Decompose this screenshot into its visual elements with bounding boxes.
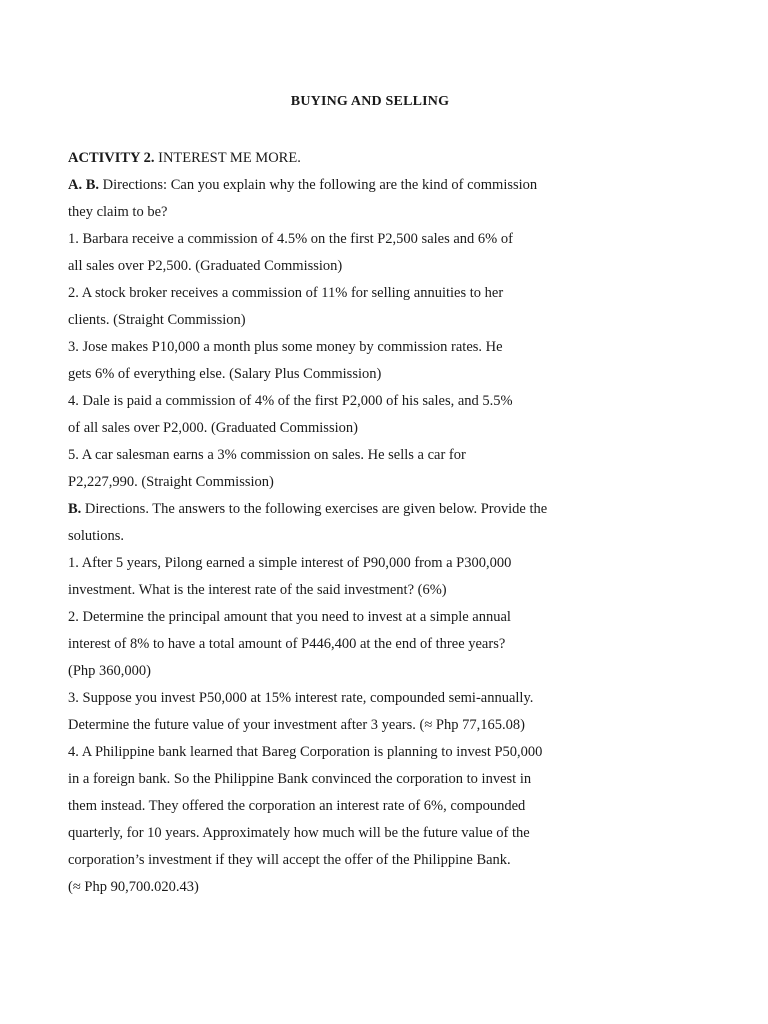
activity-label: ACTIVITY 2. <box>68 150 155 166</box>
section-b-item-4-line4: quarterly, for 10 years. Approximately how much will be the future value of the <box>68 825 530 841</box>
section-a-item-2-line2: clients. (Straight Commission) <box>68 312 246 328</box>
activity-name: INTEREST ME MORE. <box>158 150 301 166</box>
section-b-directions <box>68 496 708 523</box>
section-b-item-1-line2: investment. What is the interest rate of the said investment? (6%) <box>68 582 447 598</box>
section-a-item-5-line2: P2,227,990. (Straight Commission) <box>68 474 274 490</box>
section-b-item-4-line6: (≈ Php 90,700.020.43) <box>68 879 199 895</box>
activity-heading <box>68 145 708 172</box>
document-body <box>68 145 708 901</box>
section-b-label: B. <box>68 501 82 517</box>
section-b-item-4-line1: 4. A Philippine bank learned that Bareg Corporation is planning to invest P50,000 <box>68 744 543 760</box>
section-b-item-2-line2: interest of 8% to have a total amount of P446,400 at the end of three years? <box>68 636 506 652</box>
section-a-directions-line1: Directions: Can you explain why the following are the kind of commission <box>102 177 538 193</box>
section-b-item-4-line5: corporation’s investment if they will accept the offer of the Philippine Bank. <box>68 852 511 868</box>
document-title: BUYING AND SELLING <box>290 94 450 109</box>
section-a-directions-line2: they claim to be? <box>68 204 168 220</box>
section-a-item-5-line1: 5. A car salesman earns a 3% commission on sales. He sells a car for <box>68 447 466 463</box>
section-b-item-3-line2: Determine the future value of your investment after 3 years. (≈ Php 77,165.08) <box>68 717 525 733</box>
section-a-item-3-line1: 3. Jose makes P10,000 a month plus some money by commission rates. He <box>68 339 503 355</box>
section-b-item-4-line3: them instead. They offered the corporation an interest rate of 6%, compounded <box>68 798 526 814</box>
section-a-label: A. B. <box>68 177 100 193</box>
section-a-directions <box>68 172 708 199</box>
section-b-item-1-line1: 1. After 5 years, Pilong earned a simple interest of P90,000 from a P300,000 <box>68 555 512 571</box>
section-a-item-2-line1: 2. A stock broker receives a commission of 11% for selling annuities to her <box>68 285 504 301</box>
section-b-directions-line2: solutions. <box>68 528 124 544</box>
section-a-item-3-line2: gets 6% of everything else. (Salary Plus Commission) <box>68 366 382 382</box>
section-a-item-1-line1: 1. Barbara receive a commission of 4.5% on the first P2,500 sales and 6% of <box>68 231 513 247</box>
section-a-item-4-line1: 4. Dale is paid a commission of 4% of the first P2,000 of his sales, and 5.5% <box>68 393 513 409</box>
section-b-item-3-line1: 3. Suppose you invest P50,000 at 15% interest rate, compounded semi-annually. <box>68 690 534 706</box>
section-a-item-4-line2: of all sales over P2,000. (Graduated Commission) <box>68 420 358 436</box>
section-b-item-2-line1: 2. Determine the principal amount that you need to invest at a simple annual <box>68 609 511 625</box>
section-b-item-4-line2: in a foreign bank. So the Philippine Bank convinced the corporation to invest in <box>68 771 532 787</box>
section-b-directions-line1: Directions. The answers to the following exercises are given below. Provide the <box>84 501 548 517</box>
section-a-item-1-line2: all sales over P2,500. (Graduated Commission) <box>68 258 343 274</box>
section-b-item-2-line3: (Php 360,000) <box>68 663 151 679</box>
